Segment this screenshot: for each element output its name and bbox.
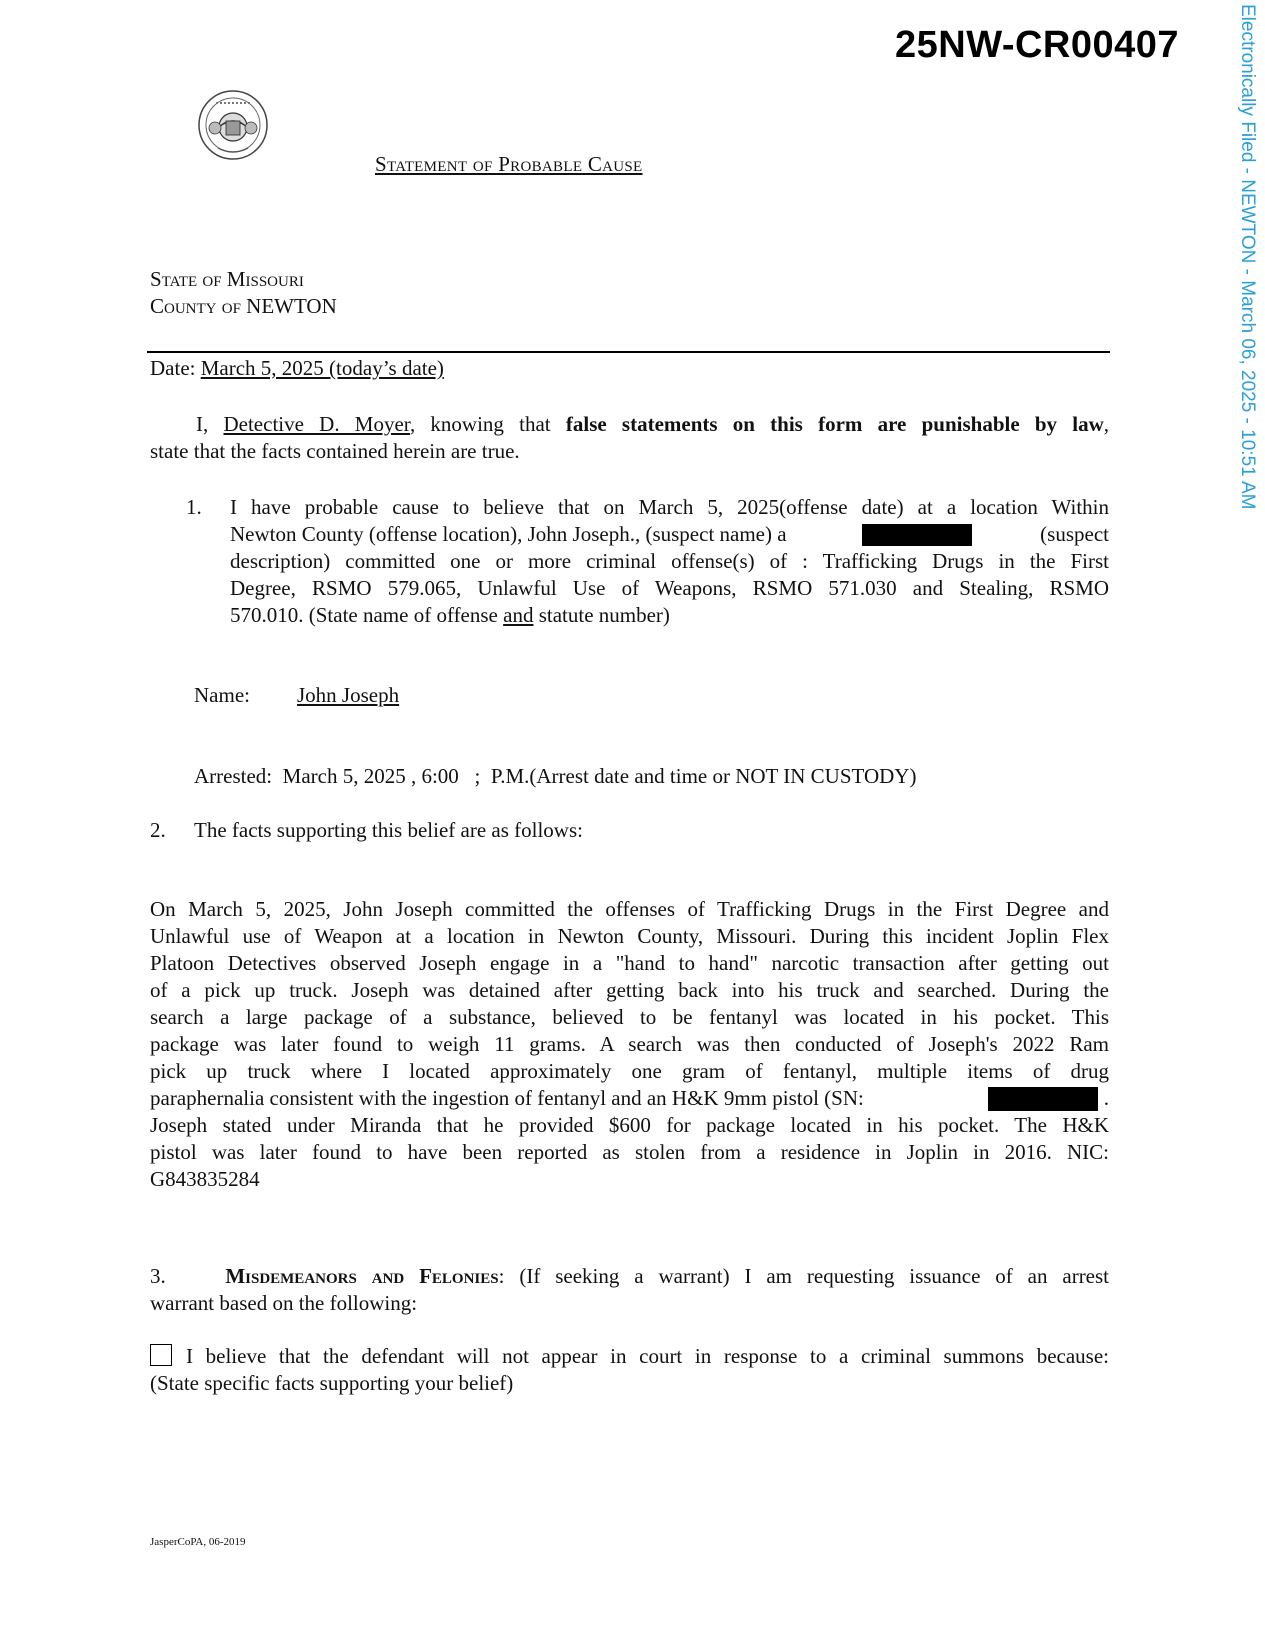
facts-line: package was later found to weigh 11 grams. A search was then conducted of Joseph's 2022 Ram [150,1032,1109,1056]
item1-line5b: statute number) [538,603,670,627]
date-value: March 5, 2025 (today’s date) [200,356,444,380]
facts-line: G843835284 [150,1167,260,1191]
item3-line2: warrant based on the following: [150,1291,418,1315]
affiant-statement [150,411,1109,465]
item1-line5-and: and [503,603,534,627]
date-line [150,355,444,382]
county-line: County of NEWTON [150,294,337,318]
affiant-mid: , knowing that [409,412,551,436]
efiled-stamp: Electronically Filed - NEWTON - March 06, 2025 - 10:51 AM [1237,4,1258,510]
facts-line8-end: . [1103,1086,1109,1110]
affiant-warning: false statements on this form are punishable by law [565,412,1104,436]
item2-number: 2. [150,818,166,842]
checkbox-line1: I believe that the defendant will not appear in court in response to a criminal summons because: [186,1344,1109,1368]
name-label: Name: [194,683,250,707]
case-number: 25NW-CR00407 [895,24,1180,66]
item3-line1: : (If seeking a warrant) I am requesting issuance of an arrest [498,1264,1110,1288]
facts-paragraph [150,896,1109,1193]
affiant-name: Detective D. Moyer [223,412,410,436]
item1-text [230,494,1109,629]
item1-line2a: Newton County (offense location), John Joseph., (suspect name) a [230,522,787,546]
document-title: Statement of Probable Cause [375,152,643,176]
item1-line2 [230,521,1109,548]
redaction-serial-number [988,1087,1098,1111]
item2-text: The facts supporting this belief are as follows: [194,818,583,842]
item1-line2b: (suspect [1040,522,1109,546]
facts-line: search a large package of a substance, believed to be fentanyl was located in his pocket. This [150,1005,1109,1029]
facts-line8: paraphernalia consistent with the ingestion of fentanyl and an H&K 9mm pistol (SN: [150,1086,864,1110]
jurisdiction-block [150,266,337,320]
item3 [150,1263,1109,1317]
item1-line1: I have probable cause to believe that on March 5, 2025(offense date) at a location Within [230,495,1109,519]
missouri-seal-icon [196,88,270,162]
facts-line-redacted [150,1085,1109,1112]
item3-number: 3. [150,1264,166,1288]
checkbox-line2: (State specific facts supporting your belief) [150,1371,514,1395]
item1-number: 1. [186,495,202,519]
form-footer: JasperCoPA, 06-2019 [150,1536,246,1548]
date-label: Date: [150,356,196,380]
arrested-label: Arrested: [194,764,273,788]
facts-line: Unlawful use of Weapon at a location in Newton County, Missouri. During this incident Joplin Flex [150,924,1109,948]
affiant-prefix: I, [196,412,209,436]
item1-line3: description) committed one or more criminal offense(s) of : Trafficking Drugs in the First [230,549,1109,573]
item1-line5 [230,602,1109,629]
redaction-suspect-description [862,524,972,546]
facts-line: Platoon Detectives observed Joseph engage in a "hand to hand" narcotic transaction after getting out [150,951,1109,975]
arrested-value: March 5, 2025 , 6:00 ; P.M.(Arrest date and time or NOT IN CUSTODY) [282,764,917,788]
state-line: State of Missouri [150,267,304,291]
arrested-line [194,763,916,790]
facts-line: pistol was later found to have been reported as stolen from a residence in Joplin in 2016. NIC: [150,1140,1109,1164]
affiant-line2: state that the facts contained herein are true. [150,439,520,463]
name-value: John Joseph [297,683,400,707]
item1-line5a: 570.010. (State name of offense [230,603,498,627]
facts-line: of a pick up truck. Joseph was detained after getting back into his truck and searched. During the [150,978,1109,1002]
checkbox-item [150,1343,1109,1397]
facts-line: Joseph stated under Miranda that he provided $600 for package located in his pocket. The H&K [150,1113,1109,1137]
facts-line: pick up truck where I located approximately one gram of fentanyl, multiple items of drug [150,1059,1109,1083]
item1-line4: Degree, RSMO 579.065, Unlawful Use of Weapons, RSMO 571.030 and Stealing, RSMO [230,576,1109,600]
item3-heading: Misdemeanors and Felonies [225,1264,499,1288]
facts-line: On March 5, 2025, John Joseph committed the offenses of Trafficking Drugs in the First Degree and [150,897,1109,921]
affiant-end: , [1103,412,1110,436]
appearance-checkbox[interactable] [150,1344,172,1366]
header-divider [147,351,1110,353]
